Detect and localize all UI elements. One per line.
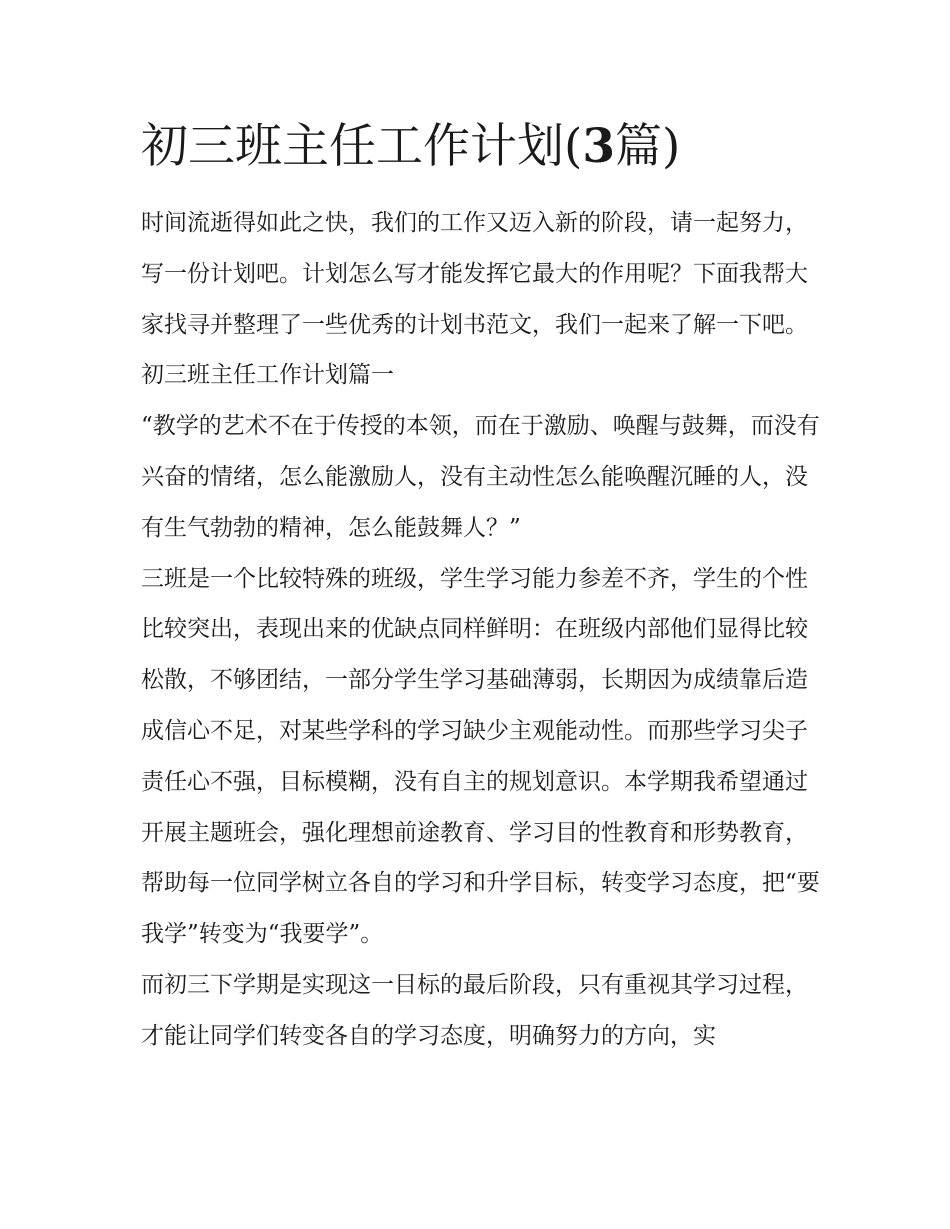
class-description-paragraph: 三班是一个比较特殊的班级，学生学习能力参差不齐，学生的个性比较突出，表现出来的优缺点同样鲜明：在班级内部他们显得比较松散，不够团结，一部分学生学习基础薄弱，长期因为成绩靠后造成信心不足，对某些学科的学习缺少主观能动性。而那些学习尖子责任心不强，目标模糊，没有自主的规划意识。本学期我希望通过开展主题班会，强化理想前途教育、学习目的性教育和形势教育，帮助每一位同学树立各自的学习和升学目标，转变学习态度，把“要我学”转变为“我要学”。 bbox=[141, 565, 820, 948]
semester-paragraph: 而初三下学期是实现这一目标的最后阶段，只有重视其学习过程，才能让同学们转变各自的学习态度，明确努力的方向，实 bbox=[141, 971, 808, 1049]
quote-paragraph: “教学的艺术不在于传授的本领，而在于激励、唤醒与鼓舞，而没有兴奋的情绪，怎么能激励人，没有主动性怎么能唤醒沉睡的人，没有生气勃勃的精神，怎么能鼓舞人？” bbox=[141, 413, 820, 541]
document-body bbox=[141, 112, 821, 1062]
intro-paragraph: 时间流逝得如此之快，我们的工作又迈入新的阶段，请一起努力，写一份计划吧。计划怎么写才能发挥它最大的作用呢？下面我帮大家找寻并整理了一些优秀的计划书范文，我们一起来了解一下吧。 bbox=[141, 210, 808, 338]
section-heading: 初三班主任工作计划篇一 bbox=[141, 362, 394, 389]
document-title: 初三班主任工作计划(3篇) bbox=[141, 119, 681, 174]
